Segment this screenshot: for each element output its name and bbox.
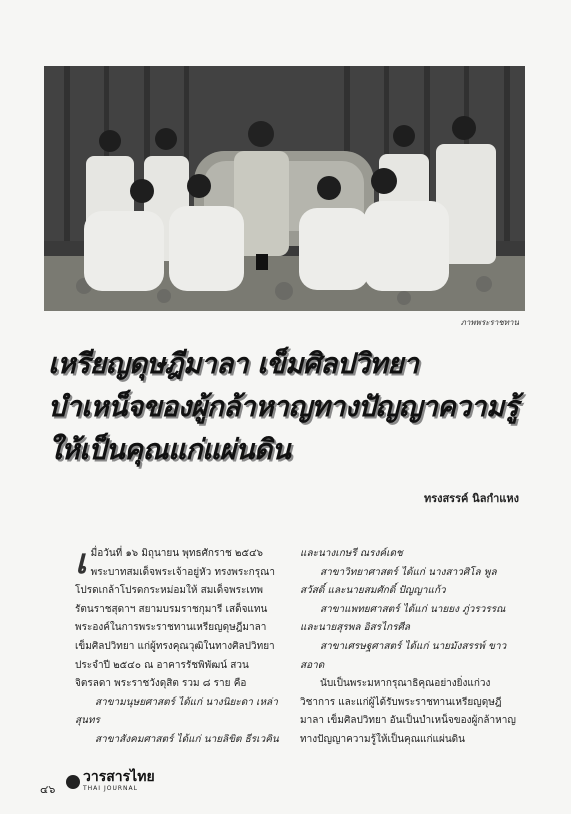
author-byline: ทรงสรรค์ นิลกำแหง bbox=[423, 492, 519, 505]
logo-mark-icon bbox=[66, 775, 80, 789]
logo-title: วารสารไทย bbox=[83, 769, 155, 785]
ceremony-photo-image bbox=[44, 66, 525, 311]
headline-line-3: ให้เป็นคุณแก่แผ่นดิน bbox=[48, 433, 291, 466]
logo-subtitle: THAI JOURNAL bbox=[83, 785, 138, 792]
award-entry-economics: สาขาเศรษฐศาสตร์ ได้แก่ นายมังสรรพ์ ขาวสอาด bbox=[300, 640, 507, 671]
logo-text bbox=[83, 770, 155, 794]
journal-logo bbox=[66, 770, 155, 794]
award-entry-social-sciences: สาขาสังคมศาสตร์ ได้แก่ นายลิขิต ธีรเวคิน bbox=[95, 733, 279, 745]
page-number: ๔๖ bbox=[40, 783, 56, 796]
body-column-right bbox=[300, 545, 518, 750]
drop-cap: เ bbox=[75, 542, 87, 582]
headline-line-1: เหรียญดุษฎีมาลา เข็มศิลปวิทยา bbox=[48, 347, 419, 380]
closing-paragraph: นับเป็นพระมหากรุณาธิคุณอย่างยิ่งแก่วงวิชาการ และแก่ผู้ได้รับพระราชทานเหรียญดุษฎีมาลา เข็มศิลปวิทยา อันเป็นบำเหน็จของผู้กล้าหาญทางปัญญาความรู้ให้เป็นคุณแก่แผ่นดิน bbox=[300, 678, 516, 745]
award-entry-science: สาขาวิทยาศาสตร์ ได้แก่ นางสาวศิโล พูลสวัสดิ์ และนายสมศักดิ์ ปัญญาแก้ว bbox=[300, 566, 497, 597]
article-headline bbox=[48, 342, 548, 471]
award-entry-humanities: สาขามนุษยศาสตร์ ได้แก่ นางนิยะดา เหล่าสุนทร bbox=[75, 696, 278, 727]
award-entry-medicine: สาขาแพทยศาสตร์ ได้แก่ นายยง ภู่วรวรรณ และนายสุรพล อิสรไกรศีล bbox=[300, 603, 506, 634]
body-paragraph bbox=[75, 542, 280, 694]
body-column-left bbox=[75, 542, 280, 750]
award-entry-continued: และนางเกษรี ณรงค์เดช bbox=[300, 548, 403, 559]
headline-line-2: บำเหน็จของผู้กล้าหาญทางปัญญาความรู้ bbox=[48, 390, 519, 423]
ceremony-photo bbox=[44, 66, 525, 311]
photo-credit: ภาพพระราชทาน bbox=[460, 318, 519, 327]
body-paragraph-text: มื่อวันที่ ๑๖ มิถุนายน พุทธศักราช ๒๕๔๖ พระบาทสมเด็จพระเจ้าอยู่หัว ทรงพระกรุณาโปรดเกล้าโปรดกระหม่อมให้ สมเด็จพระเทพรัตนราชสุดาฯ สยามบรมราชกุมารี เสด็จแทนพระองค์ในการพระราชทานเหรียญดุษฎีมาลา เข็มศิลปวิทยา แก่ผู้ทรงคุณวุฒิในทางศิลปวิทยา ประจำปี ๒๕๔๐ ณ อาคารรัชพิพัฒน์ สวนจิตรลดา พระราชวังดุสิต รวม ๘ ราย คือ bbox=[75, 548, 275, 690]
